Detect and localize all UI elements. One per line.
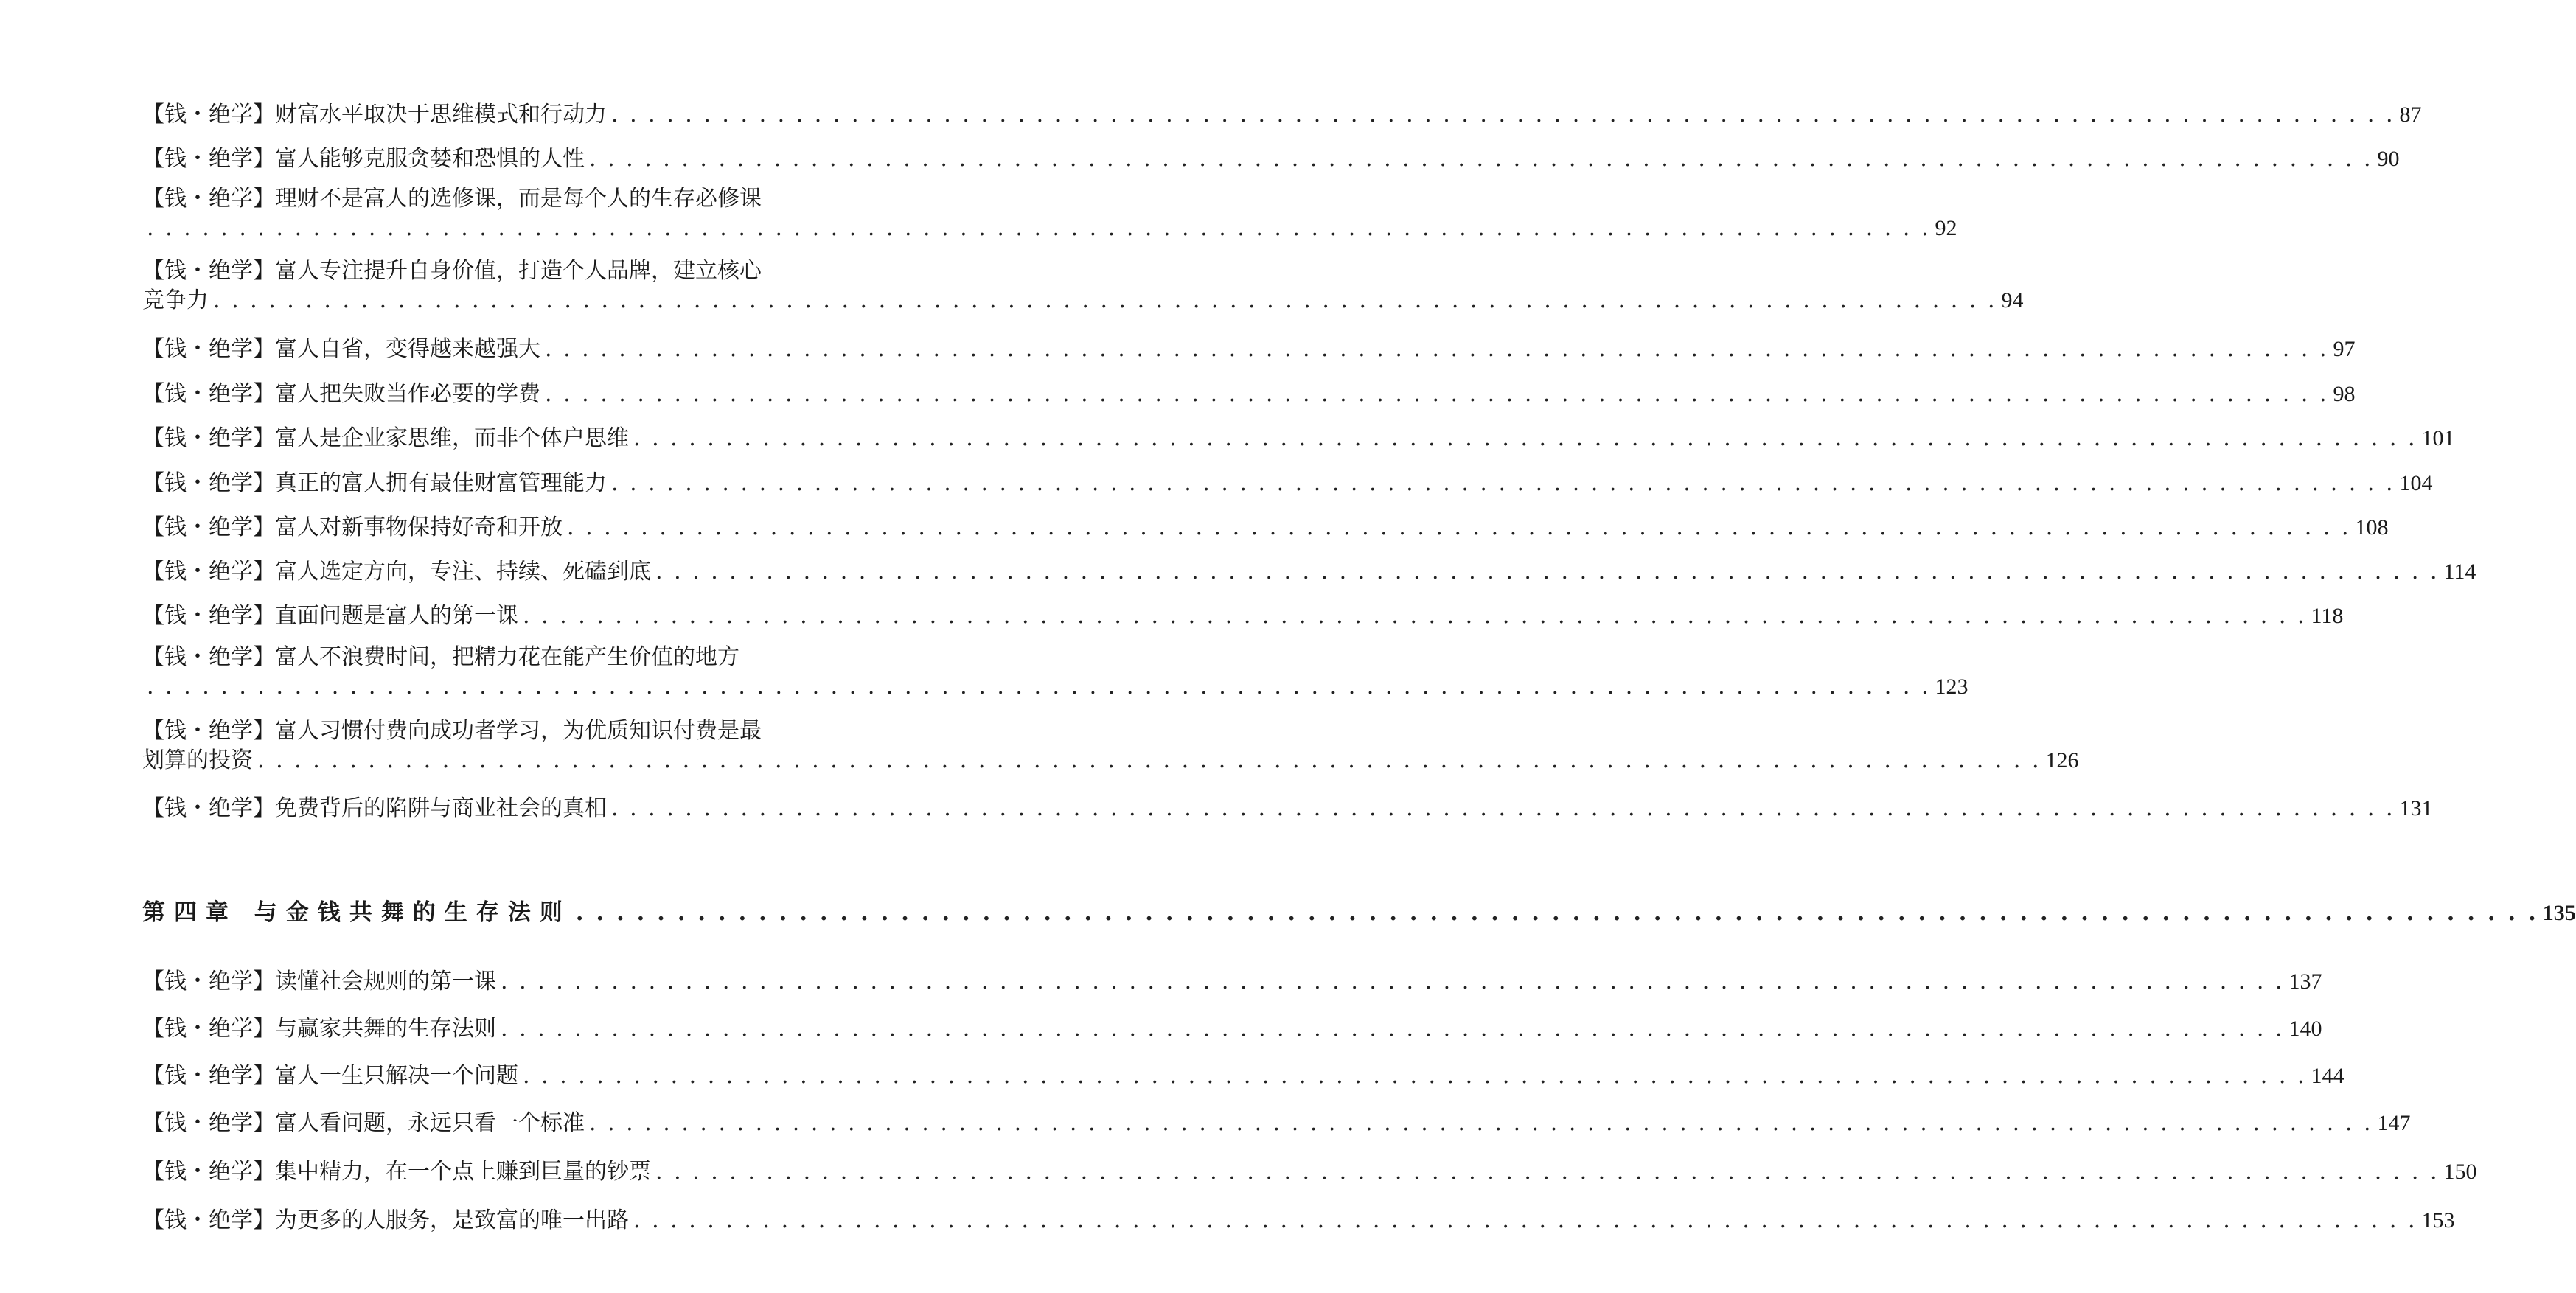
leader-dots: . . . . . . . . . . . . . . . . . . . . . . . . . . . . . . . . . . . . . . . . . . . . . . . . . . . . . . . . . . . . . . . . . . . . . . . . . . . . . . . . . . . . . . . . . . . . . . . . .	[545, 336, 2329, 362]
toc-entry	[142, 1109, 2411, 1138]
toc-entry	[142, 1206, 2455, 1236]
toc-page-number: 94	[2001, 288, 2024, 313]
toc-page-number: 118	[2311, 604, 2344, 628]
toc-page-number: 90	[2377, 147, 2400, 171]
toc-entry-title: 【钱・绝学】富人选定方向，专注、持续、死磕到底	[142, 559, 651, 585]
toc-entry	[142, 643, 1968, 702]
toc-entry-title: 【钱・绝学】富人能够克服贪婪和恐惧的人性	[142, 146, 585, 172]
toc-page-number: 153	[2421, 1208, 2455, 1233]
toc-entry	[142, 717, 2079, 776]
toc-entry-title: 【钱・绝学】免费背后的陷阱与商业社会的真相	[142, 795, 607, 821]
toc-entry-title: 【钱・绝学】与赢家共舞的生存法则	[142, 1016, 496, 1042]
leader-dots: . . . . . . . . . . . . . . . . . . . . . . . . . . . . . . . . . . . . . . . . . . . . . . . . . . . . . . . . . . . . . . . . . . . . . . . . . . . . . . . . . . . . . . . . . . . . . . . . .	[147, 674, 1931, 700]
toc-entry	[142, 794, 2433, 823]
toc-entry	[142, 513, 2389, 543]
toc-entry-title: 【钱・绝学】直面问题是富人的第一课	[142, 603, 518, 629]
leader-dots: . . . . . . . . . . . . . . . . . . . . . . . . . . . . . . . . . . . . . . . . . . . . . . . . . . . . . . . . . . . . . . . . . . . . . . . . . . . . . . . . . . . . . . . . . . . . . . . . .	[611, 102, 2395, 128]
toc-entry-title: 【钱・绝学】理财不是富人的选修课，而是每个人的生存必修课	[142, 186, 762, 212]
toc-entry-title: 【钱・绝学】富人习惯付费向成功者学习，为优质知识付费是最	[142, 718, 762, 744]
toc-page-number: 137	[2288, 969, 2322, 994]
leader-dots: . . . . . . . . . . . . . . . . . . . . . . . . . . . . . . . . . . . . . . . . . . . . . . . . . . . . . . . . . . . . . . . . . . . . . . . . . . . . . . . . . . . . . . . . . . . . . . . . .	[589, 146, 2373, 172]
leader-dots: . . . . . . . . . . . . . . . . . . . . . . . . . . . . . . . . . . . . . . . . . . . . . . . . . . . . . . . . . . . . . . . . . . . . . . . . . . . . . . . . . . . . . . . . . . . . . . . . .	[633, 1207, 2417, 1233]
toc-entry-title: 划算的投资	[142, 747, 253, 773]
toc-entry-title: 【钱・绝学】富人自省，变得越来越强大	[142, 336, 540, 362]
toc-entry	[142, 1014, 2322, 1044]
toc-page-number: 150	[2443, 1160, 2477, 1184]
toc-page-number: 123	[1935, 675, 1968, 699]
leader-dots: . . . . . . . . . . . . . . . . . . . . . . . . . . . . . . . . . . . . . . . . . . . . . . . . . . . . . . . . . . . . . . . . . . . . . . . . . . . . . . . . . . . . . . . . . . . . . . . . .	[523, 1063, 2307, 1089]
toc-page-number: 104	[2399, 471, 2433, 495]
leader-dots: . . . . . . . . . . . . . . . . . . . . . . . . . . . . . . . . . . . . . . . . . . . . . . . . . . . . . . . . . . . . . . . . . . . . . . . . . . . . . . . . . . . . . . . . . . . . . . . . .	[257, 747, 2041, 773]
leader-dots: . . . . . . . . . . . . . . . . . . . . . . . . . . . . . . . . . . . . . . . . . . . . . . . . . . . . . . . . . . . . . . . . . . . . . . . . . . . . . . . . . . . . . . . . . . . . . . . . .	[611, 470, 2395, 496]
toc-page-number: 114	[2443, 560, 2476, 584]
toc-page-number: 140	[2288, 1017, 2322, 1041]
leader-dots: . . . . . . . . . . . . . . . . . . . . . . . . . . . . . . . . . . . . . . . . . . . . . . . . . . . . . . . . . . . . . . . . . . . . . . . . . . . . . . . . . . . . . . . . . . . . . . . . .	[655, 1159, 2440, 1185]
toc-entry-title: 【钱・绝学】富人专注提升自身价值，打造个人品牌，建立核心	[142, 258, 762, 284]
toc-page-number: 131	[2399, 796, 2433, 820]
toc-entry-title: 【钱・绝学】富人是企业家思维，而非个体户思维	[142, 425, 629, 451]
toc-page-number: 87	[2399, 102, 2422, 127]
toc-entry-title: 【钱・绝学】富人对新事物保持好奇和开放	[142, 515, 563, 540]
toc-entry	[142, 1157, 2477, 1187]
toc-entry	[142, 557, 2476, 587]
leader-dots: . . . . . . . . . . . . . . . . . . . . . . . . . . . . . . . . . . . . . . . . . . . . . . . . . . . . . . . . . . . . . . . . . . . . . . . . . . . . . . . . . . . . . . . . . . . . . . . . .	[589, 1110, 2373, 1136]
leader-dots: . . . . . . . . . . . . . . . . . . . . . . . . . . . . . . . . . . . . . . . . . . . . . . . . . . . . . . . . . . . . . . . . . . . . . . . . . . . . . . . . . . . . . . . . . . . . . . . . .	[611, 795, 2395, 821]
toc-entry-title: 【钱・绝学】富人看问题，永远只看一个标准	[142, 1110, 585, 1136]
toc-entry-title: 【钱・绝学】集中精力，在一个点上赚到巨量的钞票	[142, 1159, 651, 1185]
toc-page-number: 92	[1935, 216, 1957, 240]
toc-entry-title: 【钱・绝学】为更多的人服务，是致富的唯一出路	[142, 1207, 629, 1233]
toc-entry	[142, 100, 2422, 130]
leader-dots: . . . . . . . . . . . . . . . . . . . . . . . . . . . . . . . . . . . . . . . . . . . . . . . . . . . . . . . . . . . . . . . . . . . . . . . . . . . . . . . . . . . . . . . . . . . . . . . . .	[545, 381, 2329, 407]
toc-entry	[142, 380, 2356, 409]
leader-dots: . . . . . . . . . . . . . . . . . . . . . . . . . . . . . . . . . . . . . . . . . . . . . . . . . . . . . . . . . . . . . . . . . . . . . . . . . . . . . . . . . . . . . . . . . . . . . . . . .	[501, 969, 2285, 994]
toc-entry-title: 竞争力	[142, 287, 209, 313]
toc-page-number: 98	[2333, 382, 2356, 406]
toc-page-number: 101	[2421, 426, 2455, 450]
leader-dots: . . . . . . . . . . . . . . . . . . . . . . . . . . . . . . . . . . . . . . . . . . . . . . . . . . . . . . . . . . . . . . . . . . . . . . . . . . . . . . . . . . . . . . . . . . . . . . . . .	[147, 215, 1931, 241]
toc-entry-title: 【钱・绝学】读懂社会规则的第一课	[142, 969, 496, 994]
toc-page-number: 108	[2355, 515, 2389, 540]
toc-entry	[142, 335, 2356, 364]
leader-dots: . . . . . . . . . . . . . . . . . . . . . . . . . . . . . . . . . . . . . . . . . . . . . . . . . . . . . . . . . . . . . . . . . . . . . . . . . . . . . . . . . . . . . . . . . . . . . . . . .	[567, 515, 2351, 540]
toc-entry-title: 【钱・绝学】富人把失败当作必要的学费	[142, 381, 540, 407]
toc-entry	[142, 184, 1957, 243]
toc-entry-title: 【钱・绝学】富人一生只解决一个问题	[142, 1063, 518, 1089]
leader-dots: . . . . . . . . . . . . . . . . . . . . . . . . . . . . . . . . . . . . . . . . . . . . . . . . . . . . . . . . . . . . . . . . . . . . . . . . . . . . . . . . . . . . . . . . . . . . . . . . .	[213, 287, 1997, 313]
leader-dots: . . . . . . . . . . . . . . . . . . . . . . . . . . . . . . . . . . . . . . . . . . . . . . . . . . . . . . . . . . . . . . . . . . . . . . . . . . . . . . . . . . . . . . . . . . . . . . . . .	[575, 899, 2538, 926]
toc-entry	[142, 602, 2344, 631]
chapter-page-number: 135	[2542, 901, 2576, 925]
toc-entry-title: 【钱・绝学】真正的富人拥有最佳财富管理能力	[142, 470, 607, 496]
toc-page-number: 147	[2377, 1111, 2411, 1135]
chapter-title: 第四章 与金钱共舞的生存法则	[142, 899, 571, 926]
toc-entry	[142, 469, 2433, 498]
leader-dots: . . . . . . . . . . . . . . . . . . . . . . . . . . . . . . . . . . . . . . . . . . . . . . . . . . . . . . . . . . . . . . . . . . . . . . . . . . . . . . . . . . . . . . . . . . . . . . . . .	[655, 559, 2440, 585]
toc-entry	[142, 1062, 2344, 1091]
toc-entry-title: 【钱・绝学】富人不浪费时间，把精力花在能产生价值的地方	[142, 644, 739, 670]
toc-page-number: 144	[2311, 1064, 2344, 1088]
leader-dots: . . . . . . . . . . . . . . . . . . . . . . . . . . . . . . . . . . . . . . . . . . . . . . . . . . . . . . . . . . . . . . . . . . . . . . . . . . . . . . . . . . . . . . . . . . . . . . . . .	[501, 1016, 2285, 1042]
chapter-heading	[142, 898, 2576, 927]
leader-dots: . . . . . . . . . . . . . . . . . . . . . . . . . . . . . . . . . . . . . . . . . . . . . . . . . . . . . . . . . . . . . . . . . . . . . . . . . . . . . . . . . . . . . . . . . . . . . . . . .	[523, 603, 2307, 629]
toc-page-number: 126	[2045, 748, 2079, 773]
toc-page-number: 97	[2333, 337, 2356, 361]
leader-dots: . . . . . . . . . . . . . . . . . . . . . . . . . . . . . . . . . . . . . . . . . . . . . . . . . . . . . . . . . . . . . . . . . . . . . . . . . . . . . . . . . . . . . . . . . . . . . . . . .	[633, 425, 2417, 451]
toc-entry-title: 【钱・绝学】财富水平取决于思维模式和行动力	[142, 102, 607, 128]
toc-entry	[142, 144, 2400, 174]
toc-entry	[142, 967, 2322, 997]
toc-entry	[142, 424, 2455, 453]
toc-entry	[142, 257, 2024, 316]
